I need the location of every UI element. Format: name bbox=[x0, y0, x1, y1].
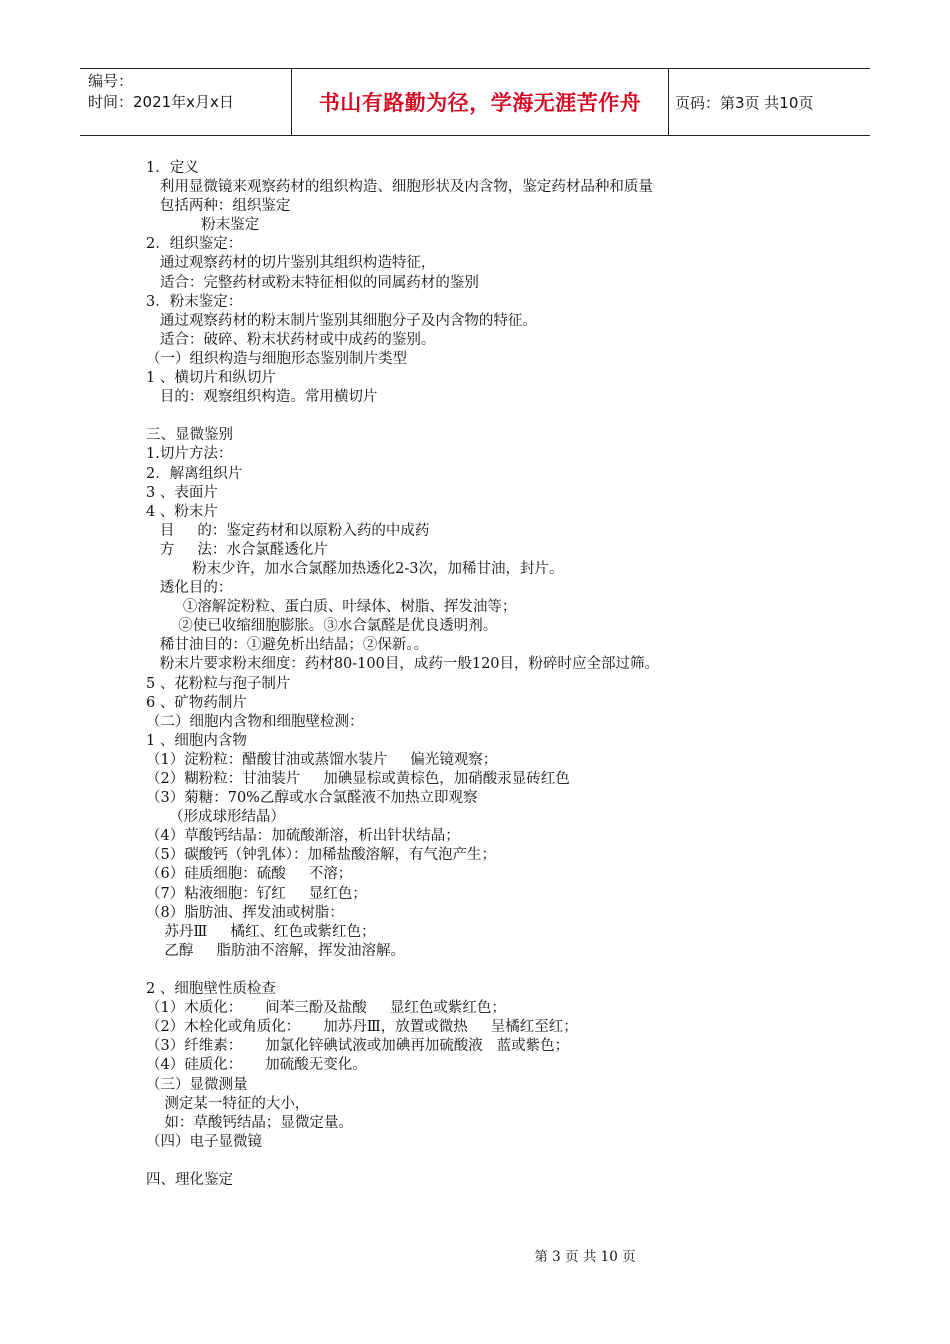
text-line: 2．解离组织片 bbox=[146, 465, 243, 482]
header-motto bbox=[292, 69, 669, 136]
text-line: 粉末鉴定 bbox=[146, 217, 260, 234]
text-line: （1）木质化： 间苯三酚及盐酸 显红色或紫红色； bbox=[146, 1000, 506, 1017]
text-line: 粉末片要求粉末细度：药材80-100目，成药一般120目，粉碎时应全部过筛。 bbox=[146, 656, 660, 673]
text-line: 6 、矿物药制片 bbox=[146, 694, 247, 711]
text-line: 透化目的： bbox=[146, 580, 233, 597]
number-label: 编号： bbox=[88, 72, 134, 90]
text-line: 1．定义 bbox=[146, 160, 199, 176]
text-line: 1 、横切片和纵切片 bbox=[146, 370, 276, 387]
text-line: 目 的：鉴定药材和以原粉入药的中成药 bbox=[146, 522, 430, 539]
text-line: 4 、粉末片 bbox=[146, 503, 218, 520]
text-line: 乙醇 脂肪油不溶解，挥发油溶解。 bbox=[146, 942, 405, 959]
text-line: 通过观察药材的切片鉴别其组织构造特征， bbox=[146, 255, 436, 272]
page-footer: 第 3 页 共 10 页 bbox=[534, 1249, 636, 1265]
text-line: 适合：破碎、粉末状药材或中成药的鉴别。 bbox=[146, 331, 436, 348]
text-line: （4）草酸钙结晶：加硫酸渐溶，析出针状结晶； bbox=[146, 828, 460, 845]
text-line: ①溶解淀粉粒、蛋白质、叶绿体、树脂、挥发油等； bbox=[146, 599, 517, 616]
time-label: 时间：2021年x月x日 bbox=[88, 93, 234, 111]
text-line: （6）硅质细胞：硫酸 不溶； bbox=[146, 866, 353, 883]
text-line: 通过观察药材的粉末制片鉴别其细胞分子及内含物的特征。 bbox=[146, 312, 537, 329]
text-line: 四、理化鉴定 bbox=[146, 1171, 233, 1188]
text-line bbox=[146, 961, 846, 980]
text-line: 3．粉末鉴定： bbox=[146, 293, 243, 310]
text-line: 方 法：水合氯醛透化片 bbox=[146, 541, 328, 558]
text-line: （2）糊粉粒：甘油装片 加碘显棕或黄棕色，加硝酸汞显砖红色 bbox=[146, 771, 570, 787]
text-line: 目的：观察组织构造。常用横切片 bbox=[146, 389, 378, 406]
text-line: （一）组织构造与细胞形态鉴别制片类型 bbox=[146, 350, 407, 367]
text-line: （2）木栓化或角质化： 加苏丹Ⅲ，放置或微热 呈橘红至红； bbox=[146, 1019, 578, 1036]
text-line: 适合：完整药材或粉末特征相似的同属药材的鉴别 bbox=[146, 274, 479, 291]
text-line: 5 、花粉粒与孢子制片 bbox=[146, 675, 291, 692]
text-line: 粉末少许，加水合氯醛加热透化2-3次，加稀甘油，封片。 bbox=[146, 560, 564, 577]
text-line: ②使已收缩细胞膨胀。③水合氯醛是优良透明剂。 bbox=[146, 618, 498, 635]
text-line: （8）脂肪油、挥发油或树脂： bbox=[146, 904, 344, 921]
text-line: 2．组织鉴定： bbox=[146, 236, 243, 253]
text-line: 包括两种：组织鉴定 bbox=[146, 198, 291, 215]
text-line: 三、显微鉴别 bbox=[146, 427, 233, 444]
header-table bbox=[80, 68, 870, 136]
text-line: （5）碳酸钙（钟乳体）：加稀盐酸溶解，有气泡产生； bbox=[146, 847, 496, 864]
text-line: （三）显微测量 bbox=[146, 1076, 248, 1093]
text-line: 利用显微镜来观察药材的组织构造、细胞形状及内含物，鉴定药材品种和质量 bbox=[146, 179, 653, 196]
text-line: （3）菊糖：70%乙醇或水合氯醛液不加热立即观察 bbox=[146, 790, 478, 807]
text-line: （二）细胞内含物和细胞壁检测： bbox=[146, 713, 364, 730]
text-line: （1）淀粉粒：醋酸甘油或蒸馏水装片 偏光镜观察； bbox=[146, 751, 498, 768]
text-line: （四）电子显微镜 bbox=[146, 1133, 262, 1150]
text-line: 稀甘油目的：①避免析出结晶；②保新。。 bbox=[146, 637, 429, 654]
header-meta bbox=[80, 69, 292, 136]
text-line: 测定某一特征的大小， bbox=[146, 1095, 310, 1112]
text-line: 1 、细胞内含物 bbox=[146, 732, 247, 749]
text-line: 苏丹Ⅲ 橘红、红色或紫红色； bbox=[146, 923, 376, 940]
text-line: （形成球形结晶） bbox=[146, 809, 286, 826]
text-line: （7）粘液细胞：钌红 显红色； bbox=[146, 885, 367, 902]
text-line: 1.切片方法： bbox=[146, 446, 233, 463]
text-line: 3 、表面片 bbox=[146, 484, 218, 501]
text-line bbox=[146, 1152, 846, 1171]
text-line: 如：草酸钙结晶；显微定量。 bbox=[146, 1114, 353, 1131]
document-body bbox=[146, 159, 846, 1190]
page-info: 页码：第3页 共10页 bbox=[669, 69, 871, 136]
text-line: （3）纤维素： 加氯化锌碘试液或加碘再加硫酸液 蓝或紫色； bbox=[146, 1038, 570, 1055]
motto-text: 书山有路勤为径，学海无涯苦作舟 bbox=[318, 91, 642, 115]
text-line bbox=[146, 407, 846, 426]
text-line: 2 、细胞壁性质检查 bbox=[146, 981, 276, 998]
text-line: （4）硅质化： 加硫酸无变化。 bbox=[146, 1057, 367, 1074]
